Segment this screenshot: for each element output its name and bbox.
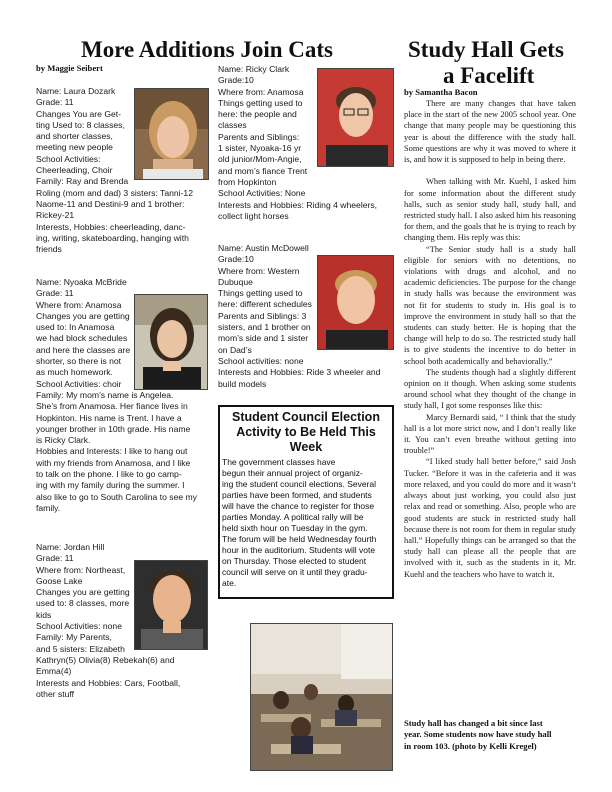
profile-line: Emma(4) [36, 666, 72, 677]
profile-line: Goose Lake [36, 575, 83, 586]
profile-line: Where from: Anamosa [36, 299, 122, 310]
caption-line: year. Some students now have study hall [404, 729, 552, 740]
profile-line: used to: In Anamosa [36, 322, 115, 333]
profile-line: we had block schedules [36, 333, 128, 344]
profile-line: here: the people and [218, 109, 297, 120]
profile-line: Interests, Hobbies: cheerleading, danc- [36, 221, 186, 232]
article-paragraph: When talking with Mr. Kuehl, I asked him for some information about the different study halls, such as senior study hall, study hall, and restricted study hall. I also asked him his reasoning for them, and the goals that he is trying to reach by changing them. His reply was this: [404, 177, 576, 243]
profile-line: on Dad’s [218, 344, 252, 355]
profile-line: as much homework. [36, 367, 113, 378]
caption-line: in room 103. (photo by Kelli Kregel) [404, 740, 537, 751]
right-headline-line1: Study Hall Gets [408, 37, 564, 62]
profile-line: Changes you are getting [36, 310, 130, 321]
profile-line: Name: Nyoaka McBride [36, 277, 127, 287]
photo-nyoaka-mcbride [134, 294, 208, 390]
profile-line: old junior/Mom-Angie, [218, 154, 302, 165]
article-paragraph: “I liked study hall better before,” said Josh Tucker. “Before it was in the cafeteria and it was more relaxed, and you could do more and it wasn’t always about just working, you could also just relax and read or something. Also, people who are good students are stuck in restricted study hall because there is not room for them in regular study hall.” Hopefully things can be arranged so that the study hall can please all the people that are involved with it, such as the students in it, Mr. Kuehl and the teachers who have to watch it. [404, 457, 576, 579]
profile-line: younger brother in 10th grade. His name [36, 423, 191, 434]
profile-line: Cheerleading, Choir [36, 165, 113, 176]
photo-ricky-clark [317, 68, 394, 167]
profile-line: Name: Laura Dozark [36, 86, 116, 96]
profile-line: School Activities: none [36, 621, 122, 632]
profile-line: Where from: Northeast, [36, 564, 126, 575]
profile-line: ting Used to: 8 classes, [36, 119, 125, 130]
article-paragraph: “The Senior study hall is a study hall eligible for seniors with no detentions, no violations with drugs and alcohol, and no academic deficiencies. The purpose for the change in study halls was because the environment was not fit for students to study in. His goal is to improve the environment in study hall so that the students can study better. He is hoping that the change will help to do so. The restricted study hall is to give students the incentive to do better in school both academically and behaviorally.” [404, 244, 576, 366]
profile-line: from Hopkinton [218, 176, 277, 187]
council-body-line: ate. [222, 578, 237, 588]
profile-line: and mom’s fiance Trent [218, 165, 308, 176]
profile-line: Grade: 11 [36, 288, 74, 299]
profile-line: Where from: Western [218, 265, 300, 276]
profile-line: Dubuque [218, 276, 253, 287]
profile-line: 1 sister, Nyoaka-16 yr [218, 143, 302, 154]
profile-line: Interests and Hobbies: Ride 3 wheeler and [218, 367, 381, 378]
article-paragraph: There are many changes that have taken place in the start of the new 2005 school year. One change that many people may be questioning this year is about the difference with the study hall. Some questions are why it was moved to where it is, and how it is supposed to help in being there. [404, 99, 576, 165]
right-byline: by Samantha Bacon [404, 87, 478, 97]
council-box-title [220, 410, 392, 455]
profile-line: Things getting used to [218, 288, 303, 299]
profile-line: Things getting used to [218, 97, 303, 108]
profile-line: Rickey-21 [36, 210, 75, 221]
council-body-line: council will serve on it until they gradu- [222, 567, 368, 577]
profile-line: classes [218, 120, 247, 131]
profile-line: Parents and Siblings: [218, 131, 300, 142]
profile-line: Interests and Hobbies: Riding 4 wheelers, [218, 199, 378, 210]
left-headline: More Additions Join Cats [81, 37, 333, 62]
profile-line: Hobbies and Interests: I like to hang out [36, 446, 188, 457]
photo-laura-dozark [134, 88, 209, 180]
profile-line: with my friends from Anamosa, and I like [36, 457, 191, 468]
profile-line: Interests and Hobbies: Cars, Football, [36, 677, 181, 688]
council-body-line: will have the chance to register for those [222, 501, 375, 511]
profile-line: meeting new people [36, 142, 113, 153]
profile-line: She’s from Anamosa. Her fiance lives in [36, 401, 188, 412]
profile-line: ing, writing, skateboarding, hanging with [36, 232, 189, 243]
photo-jordan-hill [134, 560, 208, 650]
profile-line: Where from: Anamosa [218, 86, 304, 97]
profile-line: build models [218, 378, 267, 389]
council-box-title-line2: Activity to Be Held This Week [236, 425, 376, 454]
caption-line: Study hall has changed a bit since last [404, 718, 543, 728]
profile-line: mom’s side and 1 sister [218, 333, 309, 344]
profile-line: Name: Ricky Clark [218, 64, 290, 74]
council-body-line: on Thursday. Those elected to student [222, 556, 367, 566]
student-council-box [218, 405, 394, 599]
council-body-line: hour in the auditorium. Students will vote [222, 545, 376, 555]
left-byline: by Maggie Seibert [36, 63, 103, 73]
article-paragraph: Marcy Bernardi said, “ I think that the study hall is a lot more strict now, and I don’t really like it. You can’t even breathe without getting into trouble!” [404, 412, 576, 456]
profile-line: shorter, so there is not [36, 356, 122, 367]
profile-line: used to: 8 classes, more [36, 598, 130, 609]
profile-line: family. [36, 502, 61, 513]
photo-austin-mcdowell [317, 255, 394, 350]
profile-line: School Activities: choir [36, 378, 122, 389]
profile-line: Family: Ray and Brenda [36, 176, 129, 187]
profile-line: Name: Jordan Hill [36, 542, 105, 552]
profile-line: Grade: 11 [36, 97, 74, 108]
profile-line: Grade: 11 [36, 553, 74, 564]
profile-line: sisters, and 1 brother on [218, 322, 311, 333]
council-body-line: The forum will be held Wednesday fourth [222, 534, 377, 544]
profile-line: Family: My Parents, [36, 632, 112, 643]
article-paragraph: The students though had a slightly different opinion on it though. When asking some students around school what they thought of the change in study hall, I got some responses like this: [404, 367, 576, 411]
photo-study-hall [250, 623, 393, 771]
profile-line: Kathryn(5) Olivia(8) Rebekah(6) and [36, 654, 175, 665]
council-body-line: The government classes have [222, 457, 336, 467]
council-box-title-line1: Student Council Election [232, 410, 380, 424]
right-headline-line2: a Facelift [443, 63, 535, 88]
study-hall-article-body [404, 98, 576, 580]
profile-line: friends [36, 244, 62, 255]
profile-line: Family: My mom’s name is Angelea. [36, 389, 174, 400]
profile-line: Naome-11 and Destini-9 and 1 brother: [36, 198, 185, 209]
profile-line: Changes You are Get- [36, 108, 122, 119]
profile-line: and 5 sisters: Elizabeth [36, 643, 125, 654]
profile-line: School activities: none [218, 355, 304, 366]
profile-line: Grade:10 [218, 254, 254, 265]
council-body-line: begun their annual project of organiz- [222, 468, 363, 478]
profile-line: kids [36, 609, 52, 620]
profile-line: Roling (mom and dad) 3 sisters: Tanni-12 [36, 187, 193, 198]
profile-line: also like to go to South Carolina to see my [36, 491, 197, 502]
council-body-line: held sixth hour on Tuesday in the gym. [222, 523, 368, 533]
profile-line: to talk on the phone. I like to go camp- [36, 469, 182, 480]
council-body-line: ing the student council elections. Several [222, 479, 377, 489]
profile-line: Changes you are getting [36, 587, 130, 598]
profile-line: Grade:10 [218, 75, 254, 86]
photo-caption [404, 718, 584, 752]
profile-line: is Ricky Clark. [36, 435, 91, 446]
profile-line: Name: Austin McDowell [218, 243, 309, 253]
council-body-line: parties have been formed, and students [222, 490, 372, 500]
profile-line: School Activities: [36, 153, 101, 164]
profile-line: collect light horses [218, 210, 289, 221]
council-body-line: parties Monday. A political rally will be [222, 512, 364, 522]
profile-line: ing with my family during the summer. I [36, 480, 185, 491]
council-box-body [220, 455, 392, 589]
profile-line: and shorter classes, [36, 131, 113, 142]
profile-line: and here the classes are [36, 344, 131, 355]
profile-line: Hopkinton. His name is Trent. I have a [36, 412, 182, 423]
profile-line: here: different schedules [218, 299, 312, 310]
profile-line: other stuff [36, 688, 75, 699]
profile-line: School Activities: None [218, 188, 306, 199]
profile-line: Parents and Siblings: 3 [218, 310, 307, 321]
